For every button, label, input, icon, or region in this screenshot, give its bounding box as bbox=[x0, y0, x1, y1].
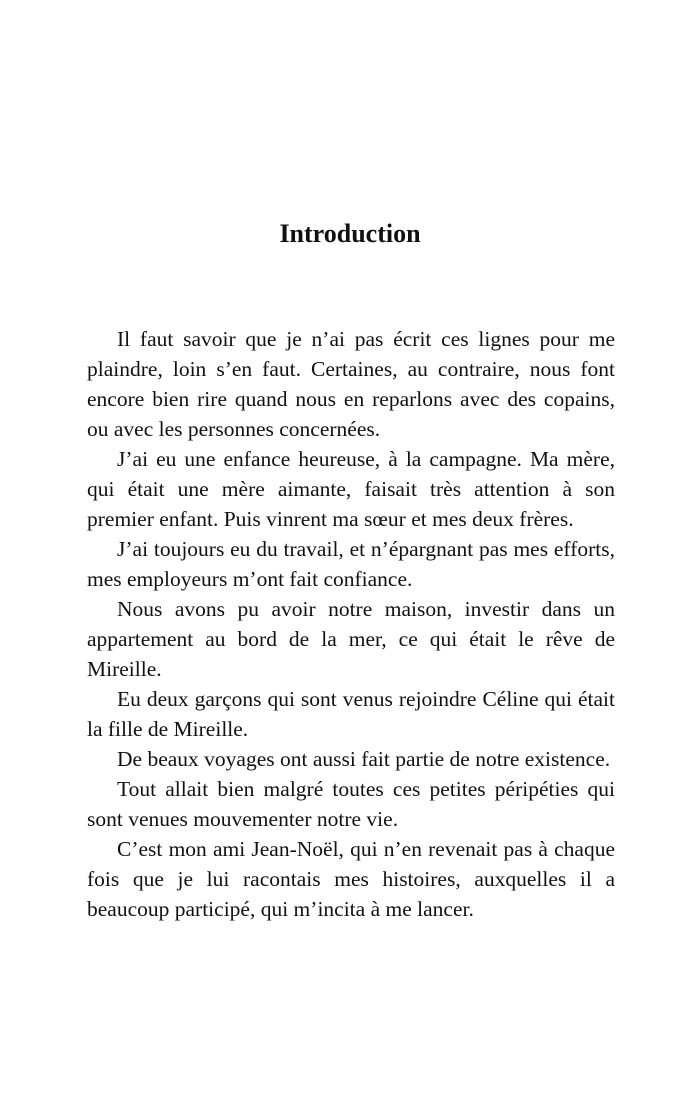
paragraph: J’ai toujours eu du travail, et n’épargnant pas mes efforts, mes employeurs m’ont fait confiance. bbox=[87, 537, 615, 591]
page-title: Introduction bbox=[279, 219, 421, 248]
paragraph: Tout allait bien malgré toutes ces petites péripéties qui sont venues mouvementer notre vie. bbox=[87, 777, 615, 831]
paragraph: Eu deux garçons qui sont venus rejoindre Céline qui était la fille de Mireille. bbox=[87, 687, 615, 741]
paragraph: Il faut savoir que je n’ai pas écrit ces lignes pour me plaindre, loin s’en faut. Certaines, au contraire, nous font encore bien rire quand nous en reparlons avec des copains, ou avec les personnes concernées. bbox=[87, 327, 615, 441]
body-text bbox=[87, 324, 615, 924]
paragraph: De beaux voyages ont aussi fait partie de notre existence. bbox=[117, 747, 611, 771]
paragraph: Nous avons pu avoir notre maison, investir dans un appartement au bord de la mer, ce qui était le rêve de Mireille. bbox=[87, 597, 615, 681]
paragraph: J’ai eu une enfance heureuse, à la campagne. Ma mère, qui était une mère aimante, faisait très attention à son premier enfant. Puis vinrent ma sœur et mes deux frères. bbox=[87, 447, 615, 531]
paragraph: C’est mon ami Jean-Noël, qui n’en revenait pas à chaque fois que je lui racontais mes histoires, auxquelles il a beaucoup participé, qui m’incita à me lancer. bbox=[87, 837, 615, 921]
